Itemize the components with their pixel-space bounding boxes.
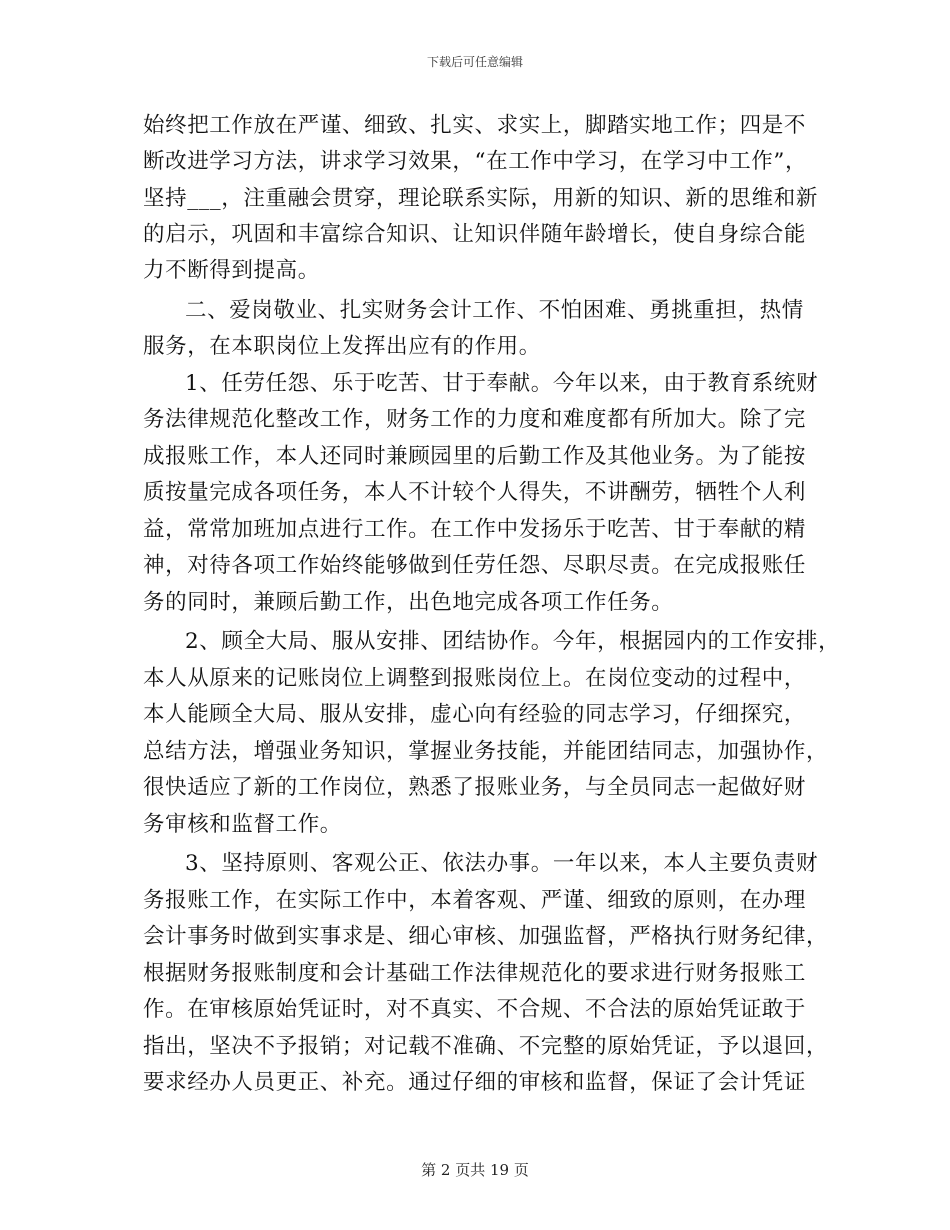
body-line: 坚持___，注重融会贯穿，理论联系实际，用新的知识、新的思维和新	[143, 186, 818, 211]
body-line: 1、任劳任怨、乐于吃苦、甘于奉献。今年以来，由于教育系统财	[185, 371, 819, 396]
body-line: 很快适应了新的工作岗位，熟悉了报账业务，与全员同志一起做好财	[143, 775, 807, 800]
body-line: 服务，在本职岗位上发挥出应有的作用。	[143, 334, 541, 359]
page-header: 下载后可任意编辑	[426, 55, 523, 69]
body-line: 总结方法，增强业务知识，掌握业务技能，并能团结同志，加强协作，	[143, 739, 829, 764]
body-line: 力不断得到提高。	[143, 258, 320, 283]
body-line: 断改进学习方法，讲求学习效果，“在工作中学习，在学习中工作”，	[143, 149, 808, 174]
body-line: 本人能顾全大局、服从安排，虚心向有经验的同志学习，仔细探究，	[143, 702, 807, 727]
body-line: 务报账工作，在实际工作中，本着客观、严谨、细致的原则，在办理	[143, 888, 807, 913]
body-line: 根据财务报账制度和会计基础工作法律规范化的要求进行财务报账工	[143, 961, 807, 986]
body-line: 作。在审核原始凭证时，对不真实、不合规、不合法的原始凭证敢于	[143, 997, 807, 1022]
page-footer: 第 2 页共 19 页	[421, 1161, 529, 1179]
body-line: 会计事务时做到实事求是、细心审核、加强监督，严格执行财务纪律，	[143, 924, 829, 949]
body-line: 3、坚持原则、客观公正、依法办事。一年以来，本人主要负责财	[185, 851, 819, 876]
body-line: 要求经办人员更正、补充。通过仔细的审核和监督，保证了会计凭证	[143, 1070, 807, 1095]
body-line: 本人从原来的记账岗位上调整到报账岗位上。在岗位变动的过程中，	[143, 666, 807, 691]
body-line: 神，对待各项工作始终能够做到任劳任怨、尽职尽责。在完成报账任	[143, 553, 807, 578]
body-line: 成报账工作，本人还同时兼顾园里的后勤工作及其他业务。为了能按	[143, 444, 807, 469]
body-line: 务的同时，兼顾后勤工作，出色地完成各项工作任务。	[143, 590, 674, 615]
body-line: 质按量完成各项任务，本人不计较个人得失，不讲酬劳，牺牲个人利	[143, 480, 807, 505]
body-line: 务法律规范化整改工作，财务工作的力度和难度都有所加大。除了完	[143, 407, 807, 432]
body-line: 始终把工作放在严谨、细致、扎实、求实上，脚踏实地工作；四是不	[143, 113, 807, 138]
paragraph-heading: 二、爱岗敬业、扎实财务会计工作、不怕困难、勇挑重担，热情	[185, 298, 804, 323]
body-line: 益，常常加班加点进行工作。在工作中发扬乐于吃苦、甘于奉献的精	[143, 517, 807, 542]
body-line: 务审核和监督工作。	[143, 812, 342, 837]
body-line: 2、顾全大局、服从安排、团结协作。今年，根据园内的工作安排，	[185, 629, 841, 654]
body-line: 指出，坚决不予报销；对记载不准确、不完整的原始凭证，予以退回，	[143, 1034, 829, 1059]
body-line: 的启示，巩固和丰富综合知识、让知识伴随年龄增长，使自身综合能	[143, 222, 807, 247]
